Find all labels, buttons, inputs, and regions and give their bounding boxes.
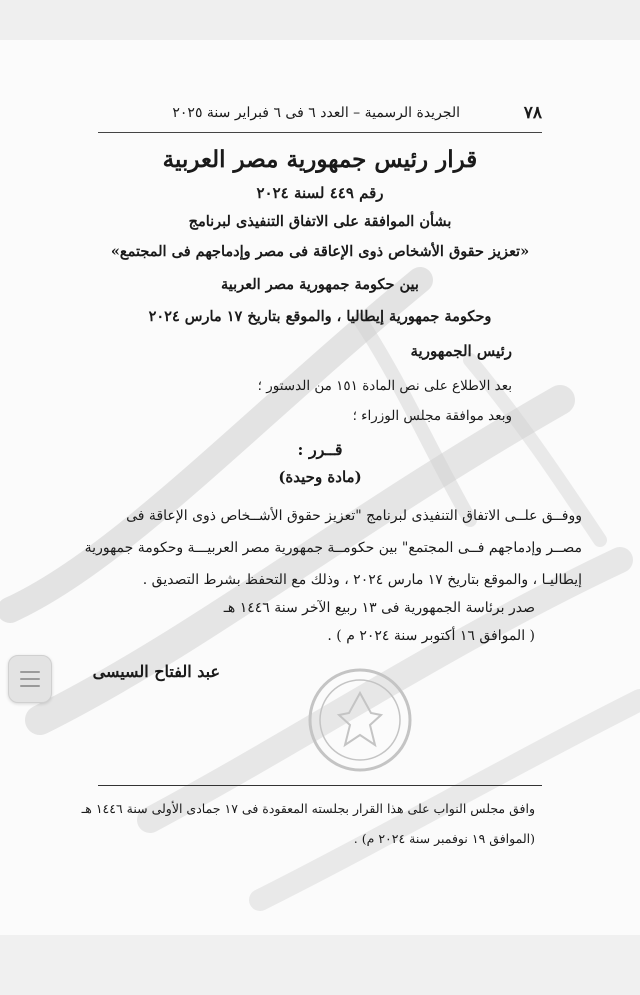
issued-line: ( الموافق ١٦ أكتوبر سنة ٢٠٢٤ م ) .	[327, 628, 535, 644]
preamble-line: وبعد موافقة مجلس الوزراء ؛	[352, 408, 512, 424]
body-line: مصــر وإدماجهم فــى المجتمع" بين حكومــة جمهورية مصر العربيـــة وحكومة جمهورية	[84, 540, 582, 556]
decree-title: قرار رئيس جمهورية مصر العربية	[162, 146, 478, 173]
subject-line: وحكومة جمهورية إيطاليا ، والموقع بتاريخ ١٧ مارس ٢٠٢٤	[148, 308, 492, 325]
article-heading: (مادة وحيدة)	[278, 468, 362, 486]
footnote-divider	[98, 785, 542, 786]
subject-line: «تعزيز حقوق الأشخاص ذوى الإعاقة فى مصر وإدماجهم فى المجتمع»	[110, 243, 530, 260]
state-seal-icon	[305, 665, 415, 775]
decree-heading: قــرر :	[297, 440, 343, 459]
menu-bar	[20, 685, 40, 687]
hamburger-menu-icon[interactable]	[8, 655, 52, 703]
footnote-line: وافق مجلس النواب على هذا القرار بجلسته المعقودة فى ١٧ جمادى الأولى سنة ١٤٤٦ هـ	[81, 801, 535, 816]
menu-bar	[20, 678, 40, 680]
running-header: الجريدة الرسمية – العدد ٦ فى ٦ فبراير سنة ٢٠٢٥	[172, 105, 460, 121]
menu-bar	[20, 671, 40, 673]
preamble-line: بعد الاطلاع على نص المادة ١٥١ من الدستور ؛	[257, 378, 512, 394]
subject-line: بين حكومة جمهورية مصر العربية	[221, 276, 419, 293]
signature: عبد الفتاح السيسى	[92, 662, 220, 681]
footnote-line: (الموافق ١٩ نوفمبر سنة ٢٠٢٤ م) .	[353, 831, 535, 846]
president-heading: رئيس الجمهورية	[410, 342, 512, 360]
issued-line: صدر برئاسة الجمهورية فى ١٣ ربيع الآخر سنة ١٤٤٦ هـ	[223, 600, 535, 616]
decree-number: رقم ٤٤٩ لسنة ٢٠٢٤	[256, 184, 384, 202]
top-margin	[0, 0, 640, 40]
page-number: ٧٨	[523, 103, 542, 123]
subject-line: بشأن الموافقة على الاتفاق التنفيذى لبرنامج	[188, 213, 452, 230]
body-line: إيطاليـا ، والموقع بتاريخ ١٧ مارس ٢٠٢٤ ، وذلك مع التحفظ بشرط التصديق .	[142, 572, 582, 588]
body-line: ووفــق علــى الاتفاق التنفيذى لبرنامج "تعزيز حقوق الأشــخاص ذوى الإعاقة فى	[126, 508, 582, 524]
header-divider	[98, 132, 542, 133]
bottom-margin	[0, 935, 640, 995]
